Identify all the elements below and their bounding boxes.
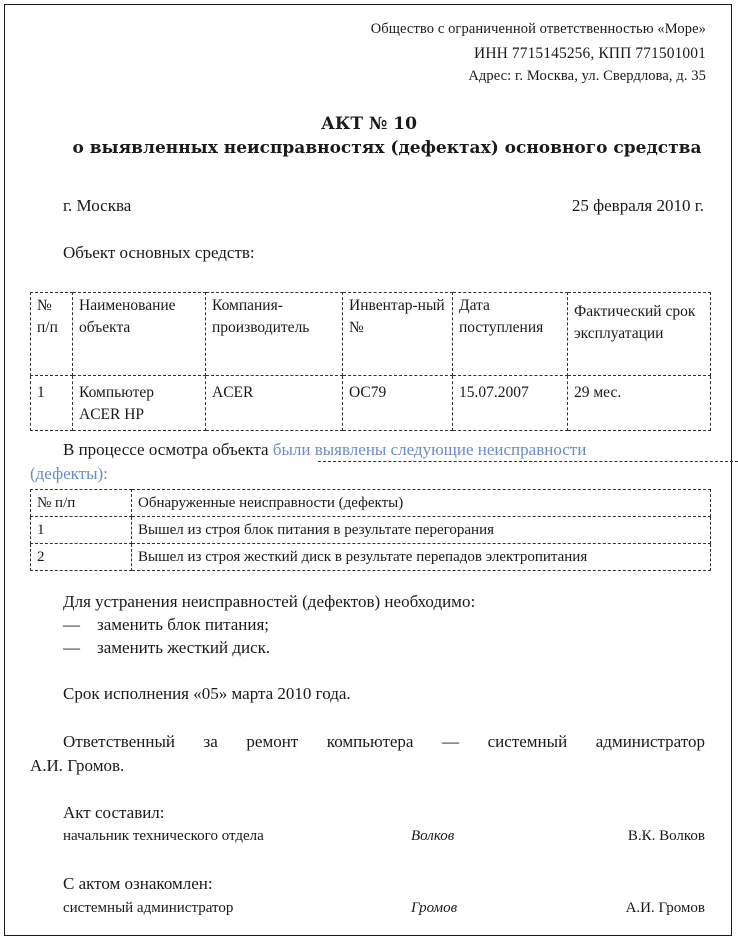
- remedy-item-dash: —: [63, 638, 80, 657]
- signer-name: В.К. Волков: [627, 828, 705, 844]
- header-cell: [73, 293, 206, 376]
- inspection-prefix: В процессе осмотра объекта: [63, 440, 273, 459]
- inspection-highlight: были выявлены следующие неисправности: [272, 440, 587, 459]
- cell: Вышел из строя жесткий диск в результате перепадов электропитания: [132, 544, 711, 571]
- remedy-item: заменить жесткий диск.: [97, 638, 271, 657]
- cell: 2: [31, 544, 132, 571]
- remedy-item-dash: —: [63, 615, 80, 634]
- header-cell: № п/п: [31, 490, 132, 517]
- object-label: Объект основных средств:: [63, 243, 255, 262]
- remedy-item: заменить блок питания;: [97, 615, 270, 634]
- signer-name: А.И. Громов: [625, 900, 705, 916]
- inn-kpp: ИНН 7715145256, КПП 771501001: [474, 45, 706, 62]
- underline-divider: [318, 461, 738, 462]
- cell: 15.07.2007: [453, 376, 568, 431]
- act-date: 25 февраля 2010 г.: [571, 196, 704, 215]
- cell: ACER: [206, 376, 343, 431]
- responsible-line1: Ответственный за ремонт компьютера — системный администратор: [63, 732, 705, 751]
- cell: [73, 376, 206, 431]
- assets-table-header: [31, 293, 711, 376]
- cell-text: Компьютер ACER HP: [79, 384, 154, 423]
- cell: 29 мес.: [568, 376, 711, 431]
- act-subtitle: о выявленных неисправностях (дефектах) основного средства: [72, 138, 702, 158]
- signature: Громов: [411, 900, 458, 916]
- deadline: Срок исполнения «05» марта 2010 года.: [63, 684, 351, 703]
- assets-table: [30, 292, 711, 431]
- company-address: Адрес: г. Москва, ул. Свердлова, д. 35: [468, 68, 706, 84]
- inspection-text: [63, 440, 586, 460]
- signature-caption: С актом ознакомлен:: [63, 874, 213, 893]
- cell: 1: [31, 376, 73, 431]
- table-row: [31, 544, 711, 571]
- signature-caption: Акт составил:: [63, 803, 165, 822]
- defects-table: [30, 489, 711, 571]
- header-inventory: Инвентар-ный №: [349, 297, 445, 336]
- table-row: [31, 517, 711, 544]
- header-lifetime: Фактический срок эксплуатации: [574, 303, 696, 342]
- header-cell: Обнаруженные неисправности (дефекты): [132, 490, 711, 517]
- city: г. Москва: [63, 196, 132, 215]
- header-cell: [206, 293, 343, 376]
- table-row: [31, 376, 711, 431]
- remedy-intro: Для устранения неисправностей (дефектов) необходимо:: [63, 592, 476, 611]
- company-name: Общество с ограниченной ответственностью «Море»: [370, 21, 706, 37]
- header-date: Дата поступления: [459, 297, 544, 336]
- responsible-line2: А.И. Громов.: [30, 756, 125, 775]
- signature: Волков: [411, 828, 455, 844]
- signer-position: системный администратор: [63, 900, 234, 916]
- header-manufacturer: Компания-производитель: [212, 297, 310, 336]
- cell: ОС79: [343, 376, 453, 431]
- inspection-highlight-cont: (дефекты):: [30, 464, 108, 483]
- header-number: № п/п: [37, 297, 58, 336]
- cell: 1: [31, 517, 132, 544]
- header-cell: [31, 293, 73, 376]
- cell: Вышел из строя блок питания в результате перегорания: [132, 517, 711, 544]
- header-cell: [453, 293, 568, 376]
- defects-table-header: [31, 490, 711, 517]
- header-cell: [568, 293, 711, 376]
- act-title: АКТ № 10: [321, 114, 417, 134]
- header-name: Наименование объекта: [79, 297, 176, 336]
- signer-position: начальник технического отдела: [63, 828, 264, 844]
- header-cell: [343, 293, 453, 376]
